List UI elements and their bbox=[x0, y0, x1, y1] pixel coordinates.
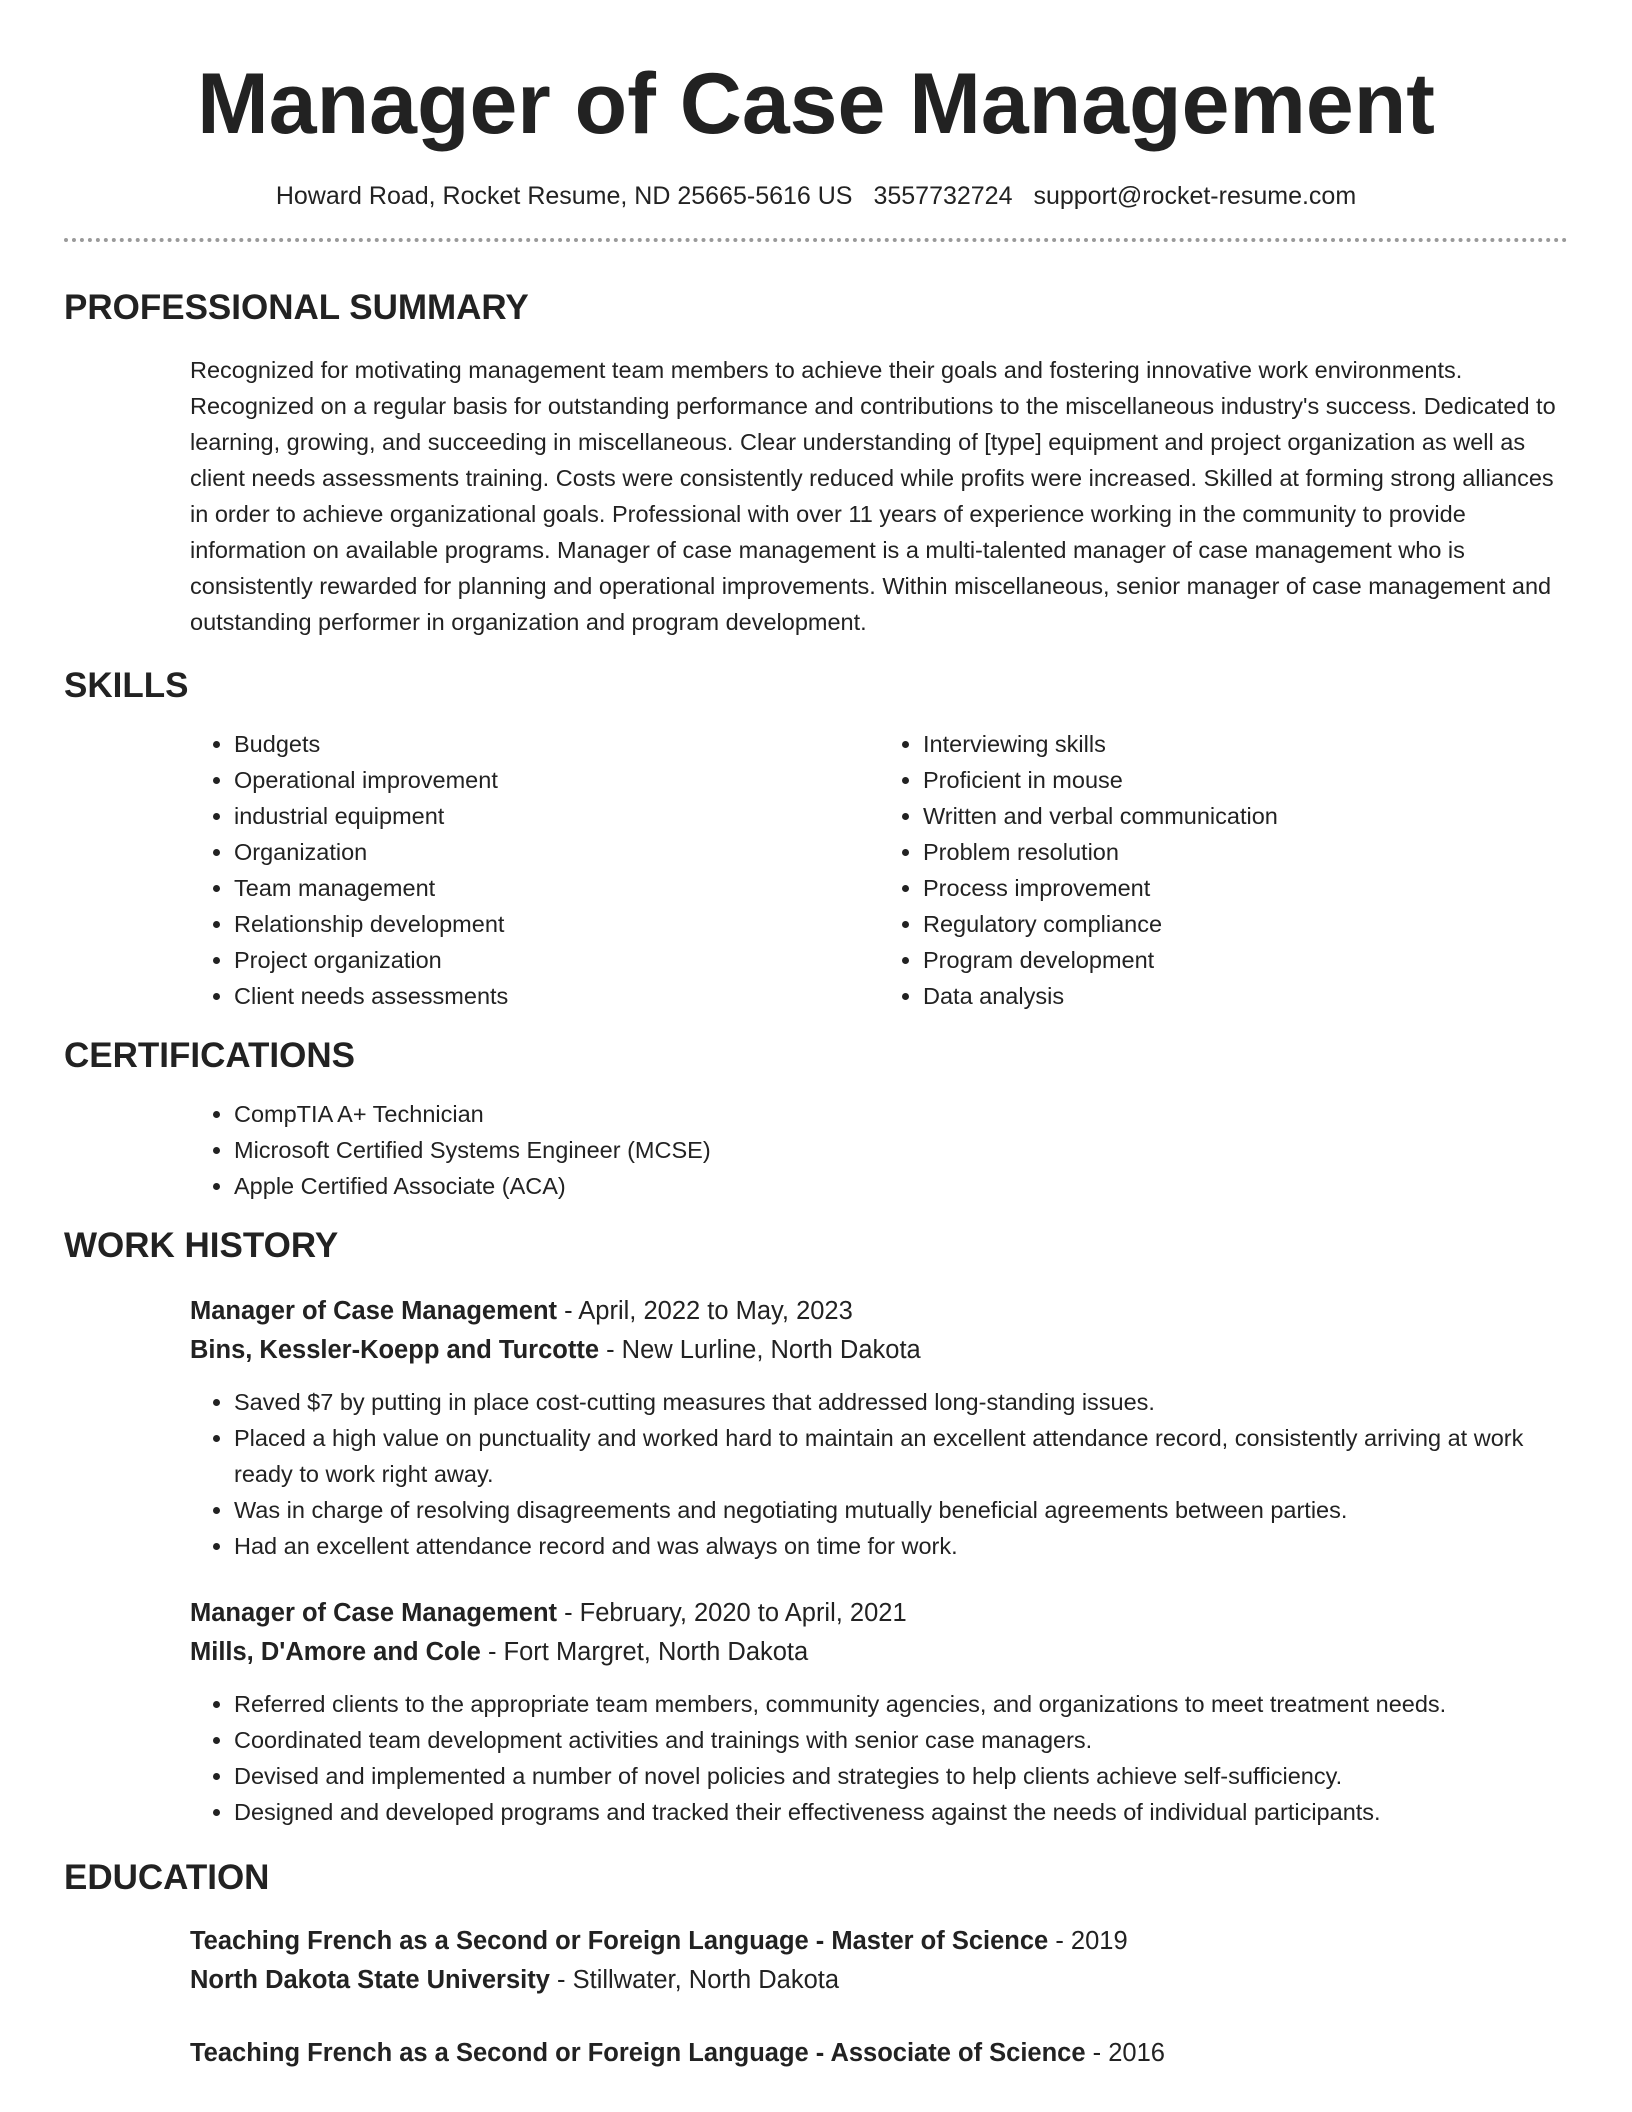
job-location: - Fort Margret, North Dakota bbox=[480, 1638, 809, 1666]
list-item: • Problem resolution bbox=[923, 834, 1568, 870]
skills-list-right bbox=[879, 726, 1568, 1014]
resume-title: Manager of Case Management bbox=[197, 56, 1435, 152]
education-degree: Teaching French as a Second or Foreign Language - Master of Science bbox=[190, 1927, 1049, 1955]
education-entry bbox=[190, 1922, 1568, 2000]
list-item: • Placed a high value on punctuality and worked hard to maintain an excellent attendance record, consistently arriving at work ready to work right away. bbox=[234, 1420, 1568, 1492]
summary-text: Recognized for motivating management team members to achieve their goals and fostering innovative work environments. Recognized on a regular basis for outstanding performance and contributions to the miscellaneous industry's success. Dedicated to learning, growing, and succeeding in miscellaneous. Clear understanding of [type] equipment and project organization as well as client needs assessments training. Costs were consistently reduced while profits were increased. Skilled at forming strong alliances in order to achieve organizational goals. Professional with over 11 years of experience working in the community to provide information on available programs. Manager of case management is a multi-talented manager of case management who is consistently rewarded for planning and operational improvements. Within miscellaneous, senior manager of case management and outstanding performer in organization and program development. bbox=[190, 357, 1556, 635]
education-degree-line bbox=[190, 2034, 1568, 2073]
list-item: • Budgets bbox=[234, 726, 879, 762]
job-entry bbox=[190, 1292, 1568, 1564]
certifications-list bbox=[190, 1096, 1568, 1204]
section-title-skills: SKILLS bbox=[64, 666, 189, 705]
job-company-line bbox=[190, 1633, 1568, 1672]
job-company: Mills, D'Amore and Cole bbox=[190, 1638, 481, 1666]
contact-phone: 3557732724 bbox=[873, 182, 1013, 210]
job-title-line bbox=[190, 1292, 1568, 1331]
education-year: - 2019 bbox=[1048, 1927, 1128, 1955]
list-item: • Designed and developed programs and tracked their effectiveness against the needs of individual participants. bbox=[234, 1794, 1568, 1830]
list-item: • industrial equipment bbox=[234, 798, 879, 834]
education-school: North Dakota State University bbox=[190, 1966, 550, 1994]
list-item: • Organization bbox=[234, 834, 879, 870]
certifications-block bbox=[190, 1096, 1568, 1204]
job-location: - New Lurline, North Dakota bbox=[599, 1336, 921, 1364]
education-school-line bbox=[190, 1961, 1568, 2000]
list-item: • Had an excellent attendance record and was always on time for work. bbox=[234, 1528, 1568, 1564]
contact-line bbox=[64, 180, 1568, 212]
job-dates: - February, 2020 to April, 2021 bbox=[557, 1599, 907, 1627]
list-item: • Project organization bbox=[234, 942, 879, 978]
education-degree: Teaching French as a Second or Foreign Language - Associate of Science bbox=[190, 2039, 1086, 2067]
list-item: • Client needs assessments bbox=[234, 978, 879, 1014]
header-divider bbox=[64, 238, 1568, 242]
skills-columns bbox=[190, 726, 1568, 1014]
list-item: • Was in charge of resolving disagreements and negotiating mutually beneficial agreements between parties. bbox=[234, 1492, 1568, 1528]
job-title-line bbox=[190, 1594, 1568, 1633]
education-location: - Stillwater, North Dakota bbox=[549, 1966, 840, 1994]
job-dates: - April, 2022 to May, 2023 bbox=[557, 1297, 853, 1325]
list-item: • Data analysis bbox=[923, 978, 1568, 1014]
list-item: • Microsoft Certified Systems Engineer (MCSE) bbox=[234, 1132, 1568, 1168]
list-item: • Referred clients to the appropriate team members, community agencies, and organizations to meet treatment needs. bbox=[234, 1686, 1568, 1722]
job-title: Manager of Case Management bbox=[190, 1297, 558, 1325]
skills-list-left bbox=[190, 726, 879, 1014]
list-item: • Relationship development bbox=[234, 906, 879, 942]
section-title-summary: PROFESSIONAL SUMMARY bbox=[64, 288, 529, 327]
job-company: Bins, Kessler-Koepp and Turcotte bbox=[190, 1336, 600, 1364]
list-item: • Team management bbox=[234, 870, 879, 906]
list-item: • Process improvement bbox=[923, 870, 1568, 906]
education-degree-line bbox=[190, 1922, 1568, 1961]
list-item: • Proficient in mouse bbox=[923, 762, 1568, 798]
job-company-line bbox=[190, 1331, 1568, 1370]
education-year: - 2016 bbox=[1085, 2039, 1165, 2067]
list-item: • Devised and implemented a number of novel policies and strategies to help clients achieve self-sufficiency. bbox=[234, 1758, 1568, 1794]
education-entry bbox=[190, 2034, 1568, 2073]
list-item: • Program development bbox=[923, 942, 1568, 978]
job-entry bbox=[190, 1594, 1568, 1830]
contact-email: support@rocket-resume.com bbox=[1033, 182, 1357, 210]
resume-page bbox=[64, 0, 1568, 2073]
contact-address: Howard Road, Rocket Resume, ND 25665-5616 US bbox=[275, 182, 853, 210]
list-item: • Coordinated team development activities and trainings with senior case managers. bbox=[234, 1722, 1568, 1758]
list-item: • Written and verbal communication bbox=[923, 798, 1568, 834]
list-item: • Interviewing skills bbox=[923, 726, 1568, 762]
section-title-education: EDUCATION bbox=[64, 1858, 270, 1897]
list-item: • CompTIA A+ Technician bbox=[234, 1096, 1568, 1132]
job-bullets bbox=[190, 1384, 1568, 1564]
list-item: • Apple Certified Associate (ACA) bbox=[234, 1168, 1568, 1204]
job-bullets bbox=[190, 1686, 1568, 1830]
section-title-certifications: CERTIFICATIONS bbox=[64, 1036, 356, 1075]
list-item: • Saved $7 by putting in place cost-cutting measures that addressed long-standing issues. bbox=[234, 1384, 1568, 1420]
list-item: • Operational improvement bbox=[234, 762, 879, 798]
job-title: Manager of Case Management bbox=[190, 1599, 558, 1627]
list-item: • Regulatory compliance bbox=[923, 906, 1568, 942]
section-title-work-history: WORK HISTORY bbox=[64, 1226, 339, 1265]
